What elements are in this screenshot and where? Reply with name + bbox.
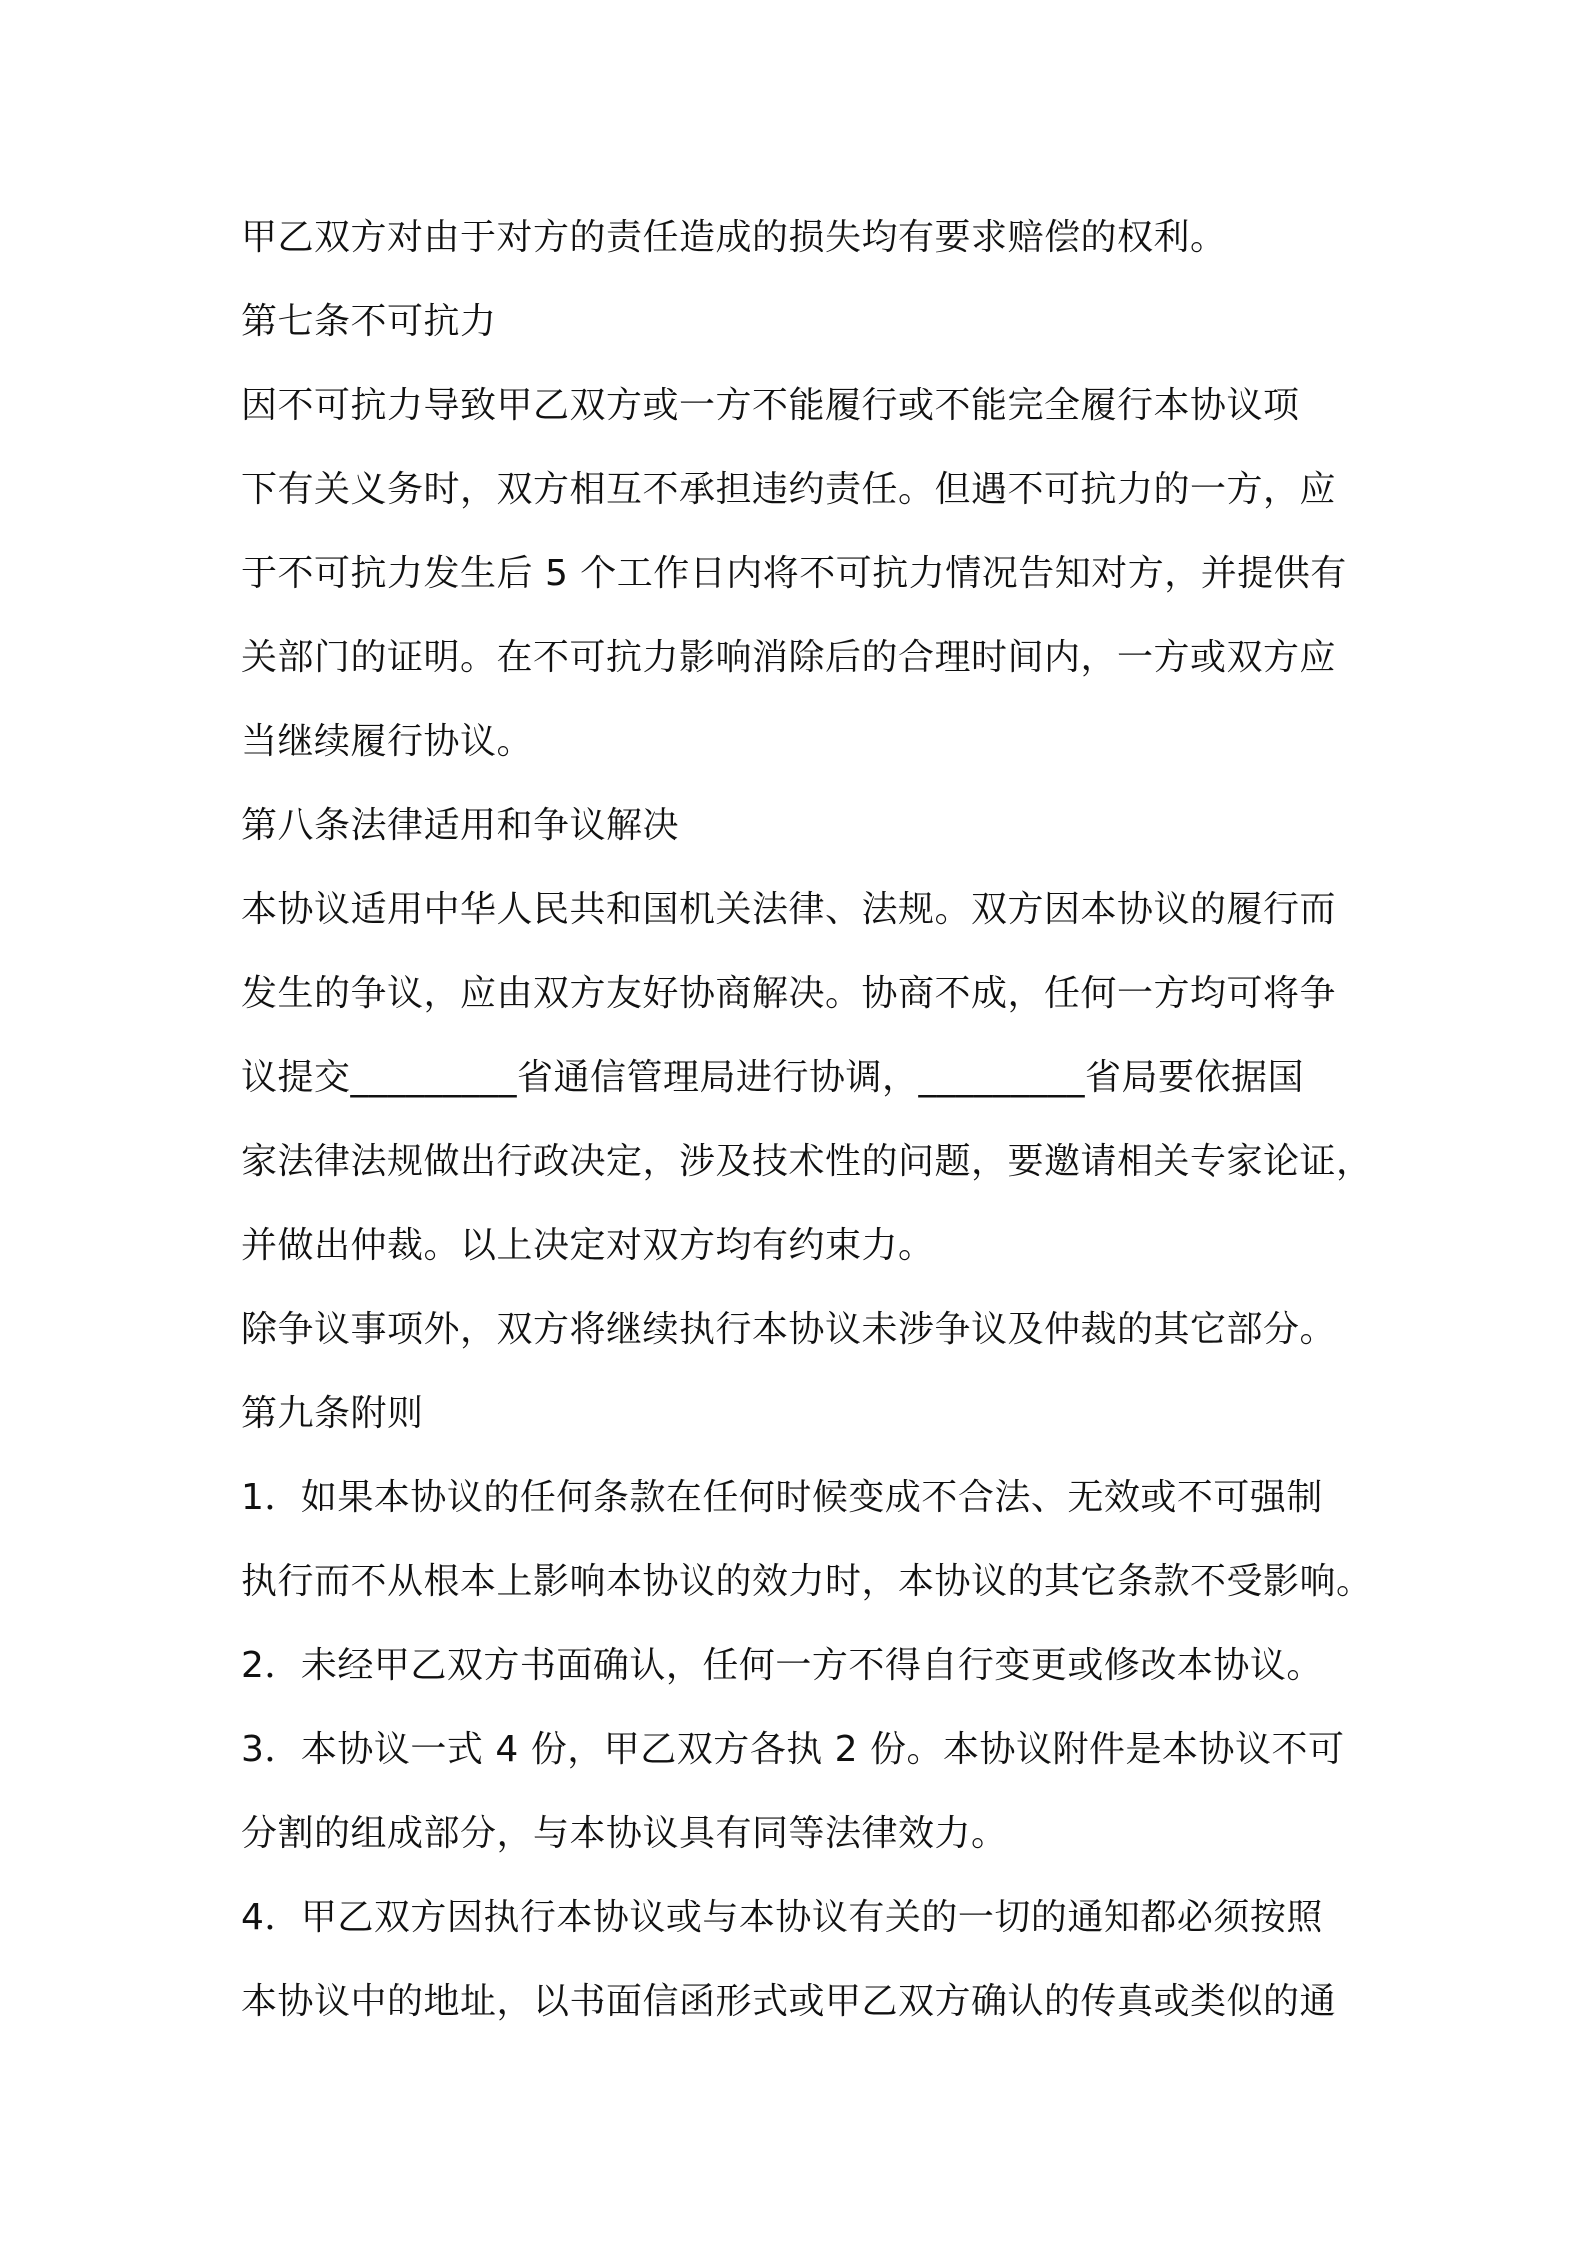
text-line: 发生的争议，应由双方友好协商解决。协商不成，任何一方均可将争 — [241, 973, 1337, 1014]
text-line: 1．如果本协议的任何条款在任何时候变成不合法、无效或不可强制 — [241, 1477, 1323, 1518]
text-line: 并做出仲裁。以上决定对双方均有约束力。 — [241, 1225, 935, 1266]
section-heading: 第八条法律适用和争议解决 — [241, 805, 680, 846]
text-line: 执行而不从根本上影响本协议的效力时，本协议的其它条款不受影响。 — [241, 1561, 1373, 1602]
text-line: 本协议适用中华人民共和国机关法律、法规。双方因本协议的履行而 — [241, 889, 1337, 930]
text-line: 家法律法规做出行政决定，涉及技术性的问题，要邀请相关专家论证， — [241, 1141, 1373, 1182]
text-line: 关部门的证明。在不可抗力影响消除后的合理时间内，一方或双方应 — [241, 637, 1337, 678]
text-line: 3．本协议一式 4 份，甲乙双方各执 2 份。本协议附件是本协议不可 — [241, 1729, 1345, 1770]
text-line: 于不可抗力发生后 5 个工作日内将不可抗力情况告知对方，并提供有 — [241, 553, 1347, 594]
text-line: 分割的组成部分，与本协议具有同等法律效力。 — [241, 1813, 1008, 1854]
text-line: 当继续履行协议。 — [241, 721, 534, 762]
document-body — [241, 196, 1371, 2044]
text-line: 因不可抗力导致甲乙双方或一方不能履行或不能完全履行本协议项 — [241, 385, 1300, 426]
text-line: 除争议事项外，双方将继续执行本协议未涉争议及仲裁的其它部分。 — [241, 1309, 1337, 1350]
text-line: 2．未经甲乙双方书面确认，任何一方不得自行变更或修改本协议。 — [241, 1645, 1323, 1686]
text-line: 本协议中的地址，以书面信函形式或甲乙双方确认的传真或类似的通 — [241, 1981, 1337, 2022]
text-line: 甲乙双方对由于对方的责任造成的损失均有要求赔偿的权利。 — [241, 217, 1227, 258]
text-line: 4．甲乙双方因执行本协议或与本协议有关的一切的通知都必须按照 — [241, 1897, 1323, 1938]
section-heading: 第九条附则 — [241, 1393, 424, 1434]
text-line: 议提交_________省通信管理局进行协调，_________省局要依据国 — [241, 1057, 1305, 1098]
section-heading: 第七条不可抗力 — [241, 301, 497, 342]
text-line: 下有关义务时，双方相互不承担违约责任。但遇不可抗力的一方，应 — [241, 469, 1337, 510]
